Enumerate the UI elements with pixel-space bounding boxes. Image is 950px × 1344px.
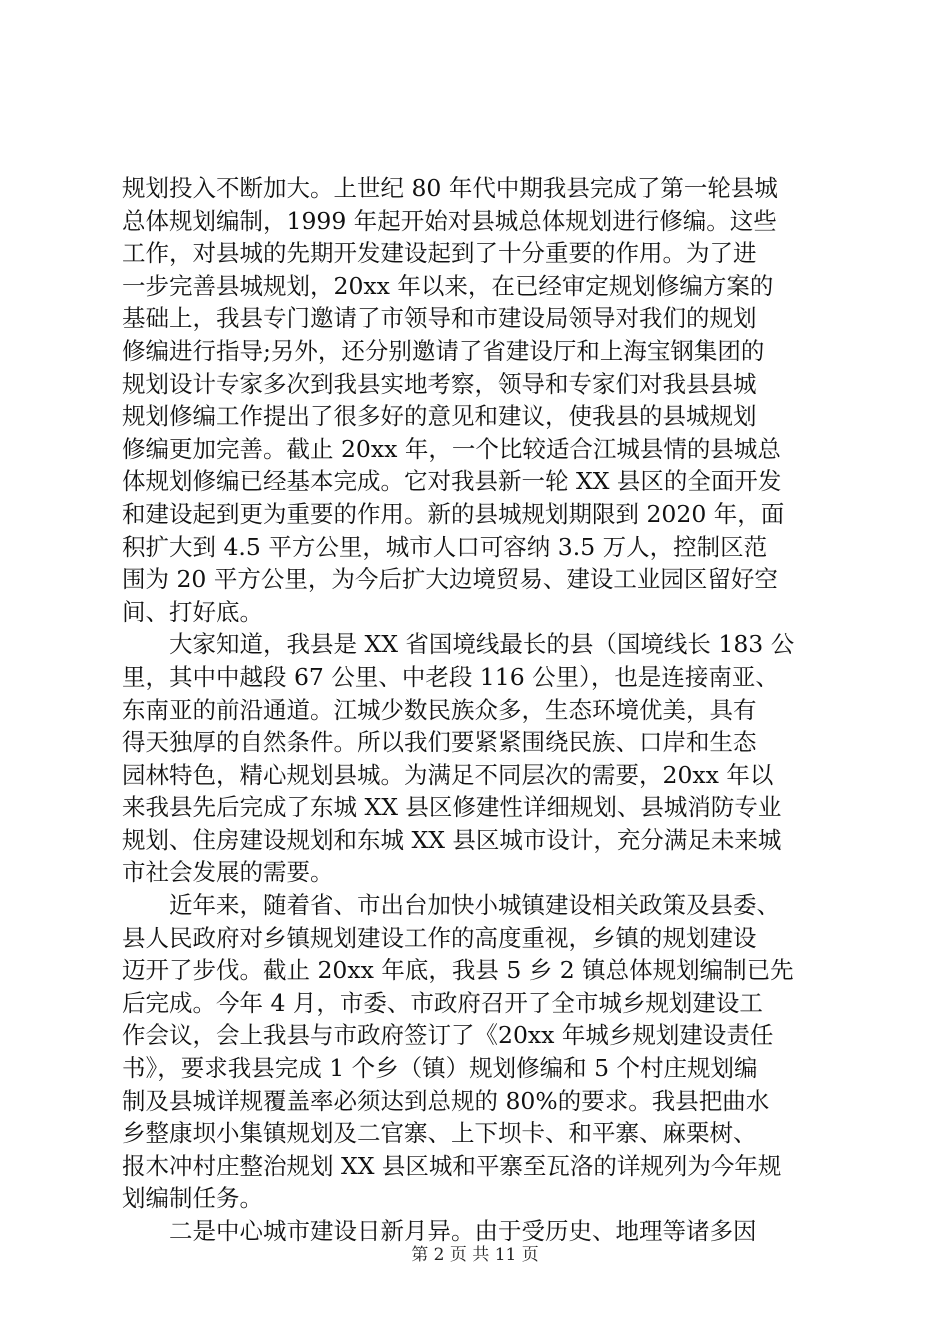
text-line: 规划设计专家多次到我县实地考察，领导和专家们对我县县城 — [122, 369, 757, 398]
text-line: 修编更加完善。截止 20xx 年，一个比较适合江城县情的县城总 — [122, 434, 781, 463]
text-line: 划编制任务。 — [122, 1184, 263, 1213]
text-line: 一步完善县城规划，20xx 年以来，在已经审定规划修编方案的 — [122, 271, 774, 300]
text-line: 迈开了步伐。截止 20xx 年底，我县 5 乡 2 镇总体规划编制已先 — [122, 956, 794, 985]
text-line: 得天独厚的自然条件。所以我们要紧紧围绕民族、口岸和生态 — [122, 728, 757, 757]
text-line: 总体规划编制，1999 年起开始对县城总体规划进行修编。这些 — [122, 206, 777, 235]
text-line: 市社会发展的需要。 — [122, 858, 334, 887]
text-line: 间、打好底。 — [122, 597, 263, 626]
text-line: 围为 20 平方公里，为今后扩大边境贸易、建设工业园区留好空 — [122, 565, 778, 594]
text-line: 二是中心城市建设日新月异。由于受历史、地理等诸多因 — [122, 1217, 757, 1245]
text-line: 规划投入不断加大。上世纪 80 年代中期我县完成了第一轮县城 — [122, 174, 778, 202]
text-line: 制及县城详规覆盖率必须达到总规的 80%的要求。我县把曲水 — [122, 1086, 770, 1115]
text-line: 近年来，随着省、市出台加快小城镇建设相关政策及县委、 — [122, 891, 780, 920]
text-line: 基础上，我县专门邀请了市领导和市建设局领导对我们的规划 — [122, 304, 757, 333]
text-line: 大家知道，我县是 XX 省国境线最长的县（国境线长 183 公 — [122, 630, 795, 659]
document-body — [122, 172, 838, 1248]
text-line: 乡整康坝小集镇规划及二官寨、上下坝卡、和平寨、麻栗树、 — [122, 1119, 757, 1148]
text-line: 积扩大到 4.5 平方公里，城市人口可容纳 3.5 万人，控制区范 — [122, 532, 768, 561]
text-line: 东南亚的前沿通道。江城少数民族众多，生态环境优美，具有 — [122, 695, 757, 724]
text-line: 里，其中中越段 67 公里、中老段 116 公里），也是连接南亚、 — [122, 662, 779, 691]
text-line: 规划、住房建设规划和东城 XX 县区城市设计，充分满足未来城 — [122, 825, 782, 854]
text-line: 园林特色，精心规划县城。为满足不同层次的需要，20xx 年以 — [122, 760, 774, 789]
text-line: 和建设起到更为重要的作用。新的县城规划期限到 2020 年，面 — [122, 499, 785, 528]
text-line: 书》，要求我县完成 1 个乡（镇）规划修编和 5 个村庄规划编 — [122, 1054, 758, 1083]
text-line: 修编进行指导;另外，还分别邀请了省建设厅和上海宝钢集团的 — [122, 336, 765, 365]
text-line: 体规划修编已经基本完成。它对我县新一轮 XX 县区的全面开发 — [122, 467, 782, 496]
text-line: 规划修编工作提出了很多好的意见和建议，使我县的县城规划 — [122, 402, 757, 431]
page-number-footer: 第 2 页 共 11 页 — [411, 1245, 539, 1265]
text-line: 后完成。今年 4 月，市委、市政府召开了全市城乡规划建设工 — [122, 988, 763, 1017]
text-line: 来我县先后完成了东城 XX 县区修建性详细规划、县城消防专业 — [122, 793, 782, 822]
text-line: 工作，对县城的先期开发建设起到了十分重要的作用。为了进 — [122, 239, 757, 268]
text-line: 报木冲村庄整治规划 XX 县区城和平寨至瓦洛的详规列为今年规 — [122, 1151, 782, 1180]
text-line: 作会议，会上我县与市政府签订了《20xx 年城乡规划建设责任 — [122, 1021, 774, 1050]
text-line: 县人民政府对乡镇规划建设工作的高度重视，乡镇的规划建设 — [122, 923, 757, 952]
